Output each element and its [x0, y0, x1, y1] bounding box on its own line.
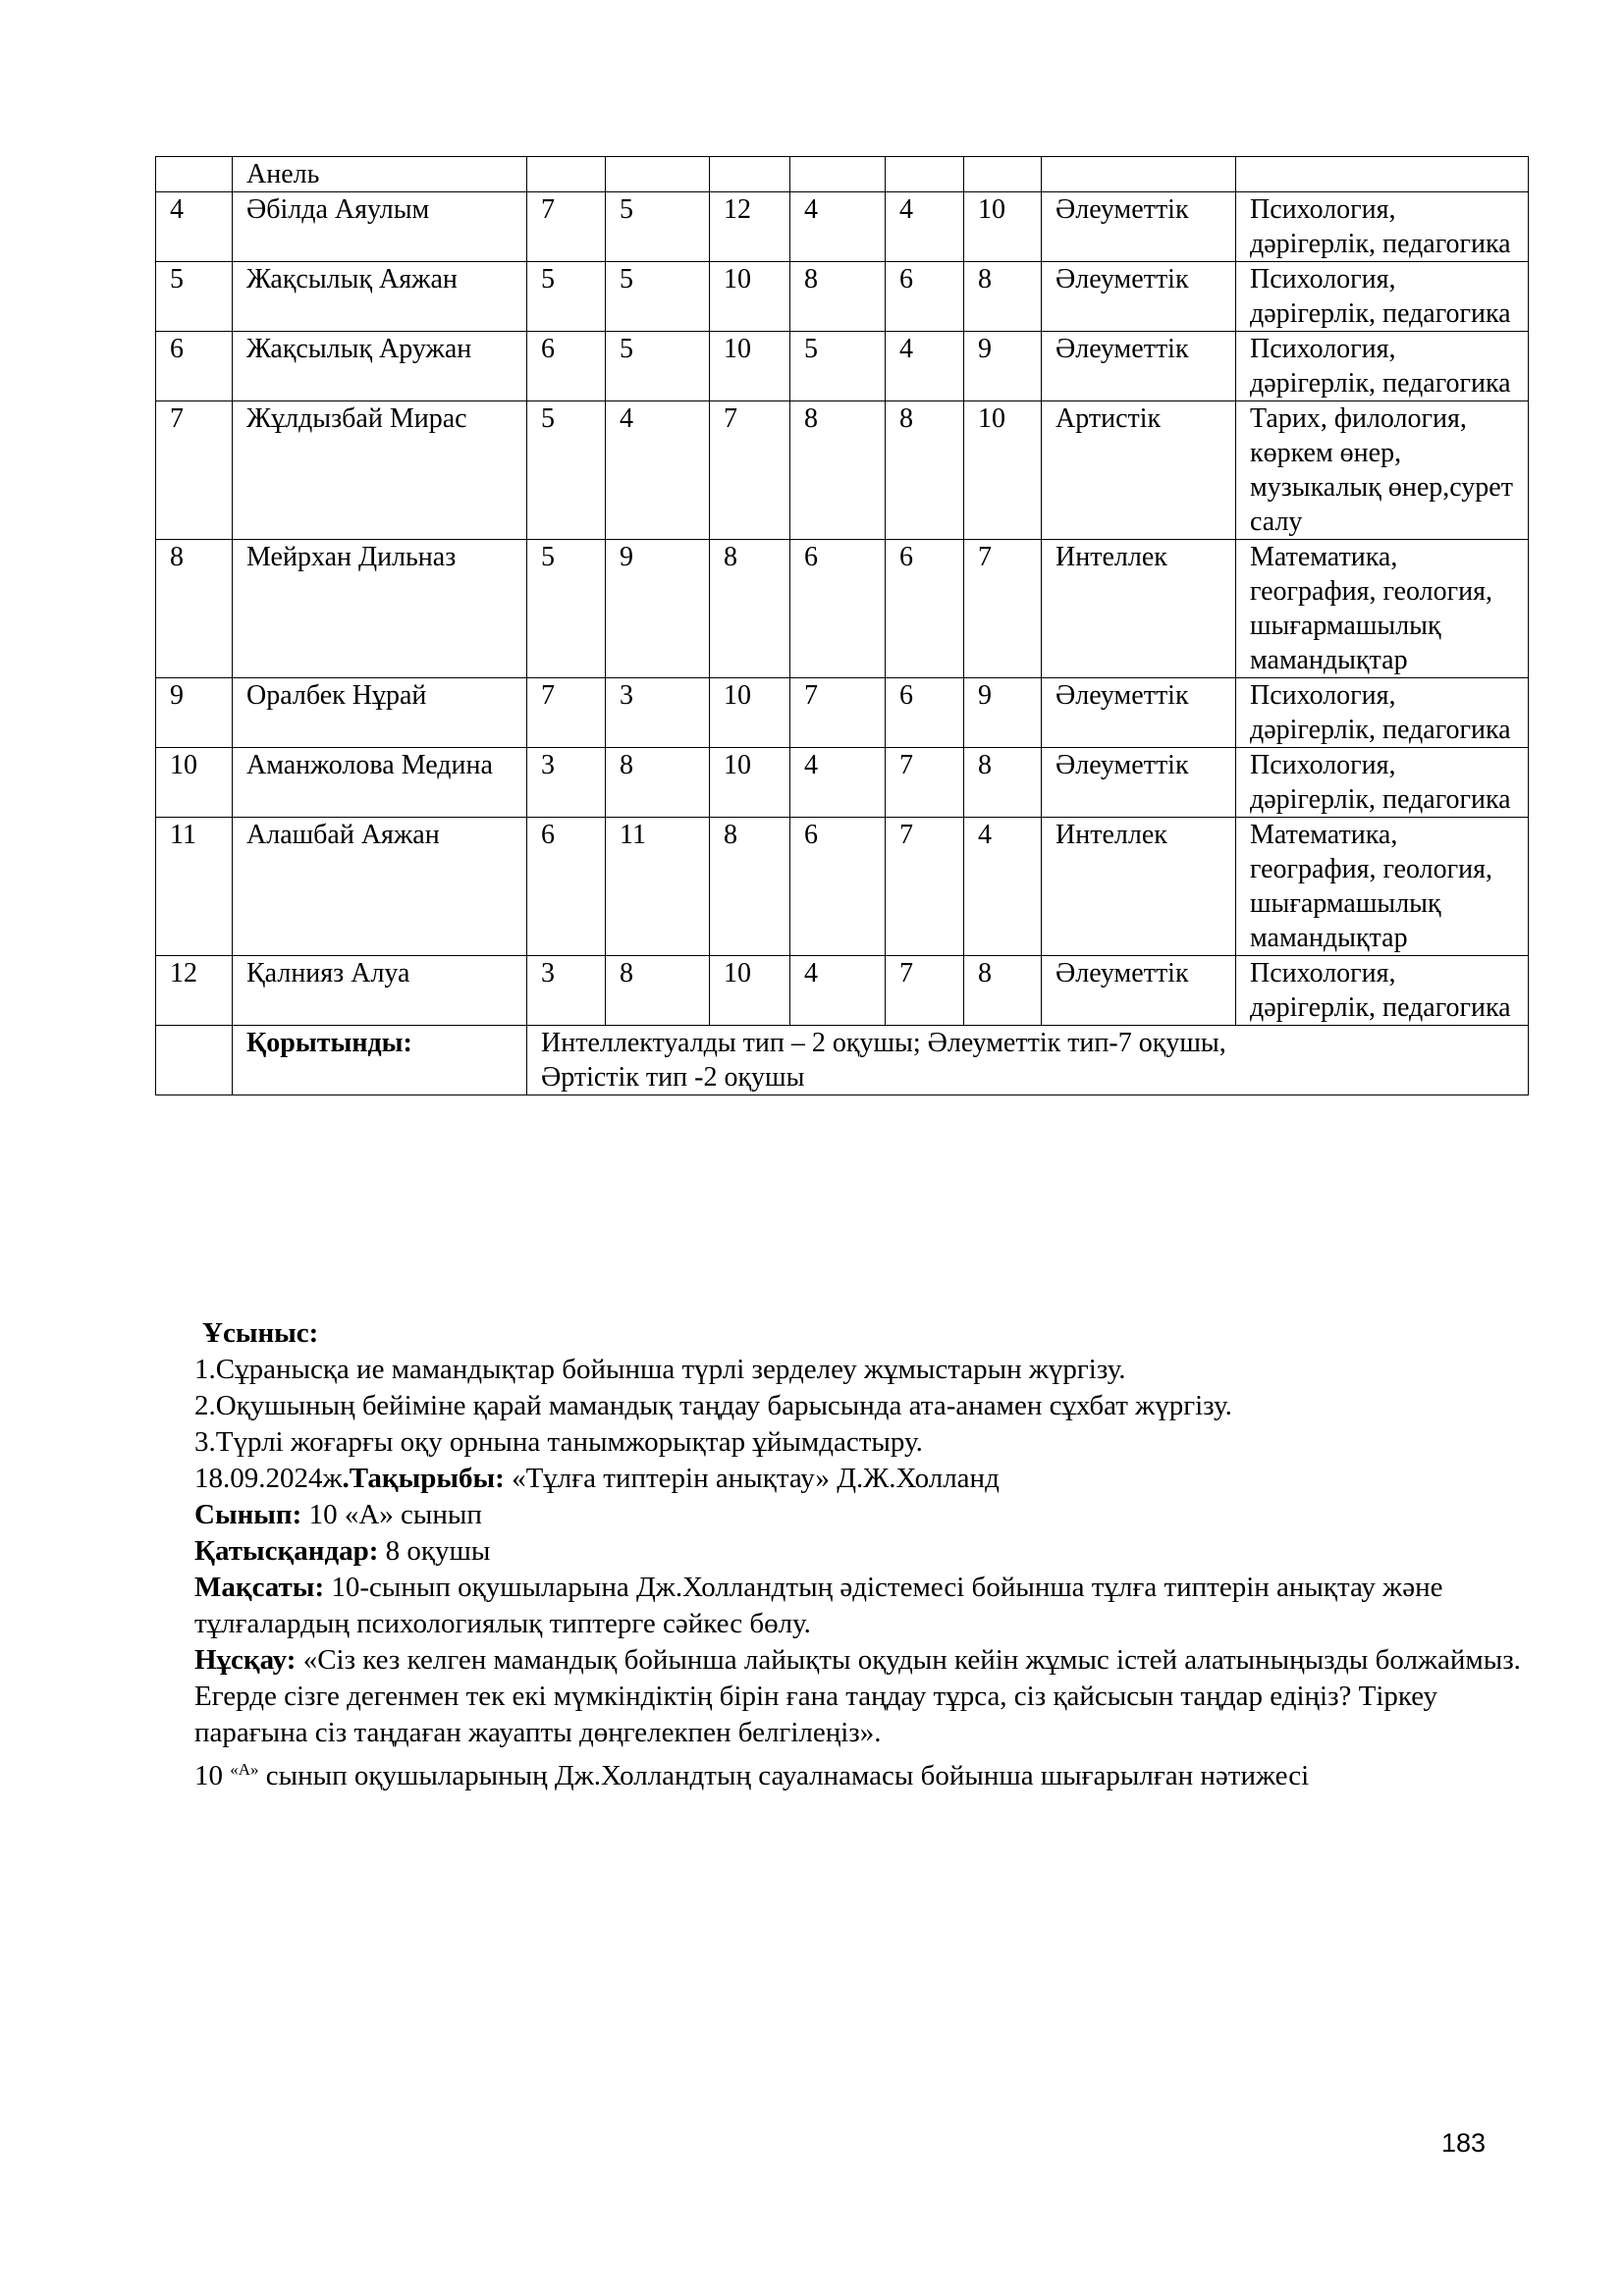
goal-label: Мақсаты: [194, 1572, 325, 1603]
type-cell: Интеллек [1042, 540, 1236, 678]
score-cell: 4 [886, 192, 964, 262]
summary-text [527, 1026, 1529, 1095]
class-label: Сынып: [194, 1499, 302, 1530]
table-row [156, 192, 1529, 262]
summary-line: Интеллектуалды тип – 2 оқушы; Әлеуметтік тип-7 оқушы, [541, 1028, 1226, 1058]
score-cell: 5 [527, 262, 606, 332]
score-cell: 7 [886, 748, 964, 818]
summary-label: Қорытынды: [233, 1026, 527, 1095]
score-cell: 5 [527, 401, 606, 540]
instruction-value: «Сіз кез келген мамандық бойынша лайықты оқудын кейін жұмыс істей алатыныңызды болжаймыз. Егерде сізге дегенмен тек екі мүмкіндіктің бірін ғана таңдау тұрса, сіз қайсысын таңдар едіңіз? Тіркеу парағына сіз таңдаған жауапты дөңгелекпен белгілеңіз». [194, 1644, 1521, 1748]
report-text [194, 1315, 1549, 1794]
num-cell: 4 [156, 192, 233, 262]
profession-cell: Психология, дәрігерлік, педагогика [1236, 262, 1529, 332]
score-cell: 4 [964, 818, 1042, 956]
name-cell: Жұлдызбай Мирас [233, 401, 527, 540]
score-cell: 8 [710, 540, 790, 678]
score-cell: 10 [710, 956, 790, 1026]
name-cell: Жақсылық Аружан [233, 332, 527, 401]
instruction-paragraph [194, 1642, 1549, 1751]
profession-cell: Тарих, филология, көркем өнер, музыкалық өнер,сурет салу [1236, 401, 1529, 540]
score-cell: 4 [606, 401, 710, 540]
score-cell: 8 [886, 401, 964, 540]
num-cell: 5 [156, 262, 233, 332]
type-cell: Әлеуметтік [1042, 332, 1236, 401]
score-cell: 7 [790, 678, 886, 748]
score-cell: 9 [964, 678, 1042, 748]
table-row [156, 401, 1529, 540]
name-cell: Мейрхан Дильназ [233, 540, 527, 678]
name-cell: Әбілда Аяулым [233, 192, 527, 262]
num-cell: 8 [156, 540, 233, 678]
table-row [156, 748, 1529, 818]
score-cell: 10 [710, 262, 790, 332]
name-cell: Анель [233, 157, 527, 192]
results-caption [194, 1751, 1549, 1794]
score-cell: 6 [790, 818, 886, 956]
table-row [156, 332, 1529, 401]
score-cell: 8 [606, 748, 710, 818]
class-value: 10 «А» сынып [301, 1499, 482, 1530]
table-row [156, 818, 1529, 956]
results-table [155, 156, 1529, 1095]
score-cell: 4 [790, 192, 886, 262]
score-cell: 11 [606, 818, 710, 956]
score-cell: 8 [964, 748, 1042, 818]
table-row [156, 262, 1529, 332]
score-cell: 6 [790, 540, 886, 678]
recommendation-item: 2.Оқушының бейіміне қарай мамандық таңдау барысында ата-анамен сұхбат жүргізу. [194, 1390, 1232, 1421]
score-cell: 8 [964, 956, 1042, 1026]
profession-cell: Психология, дәрігерлік, педагогика [1236, 748, 1529, 818]
score-cell: 9 [964, 332, 1042, 401]
type-cell: Артистік [1042, 401, 1236, 540]
score-cell: 6 [886, 540, 964, 678]
recommendation-item: 3.Түрлі жоғарғы оқу орнына танымжорықтар ұйымдастыру. [194, 1426, 923, 1458]
type-cell: Әлеуметтік [1042, 262, 1236, 332]
score-cell: 8 [964, 262, 1042, 332]
summary-line: Әртістік тип -2 оқушы [541, 1062, 805, 1093]
caption-class-letter: «А» [230, 1760, 259, 1779]
score-cell: 6 [886, 262, 964, 332]
profession-cell: Психология, дәрігерлік, педагогика [1236, 192, 1529, 262]
score-cell: 10 [964, 401, 1042, 540]
num-cell: 12 [156, 956, 233, 1026]
table-row [156, 956, 1529, 1026]
type-cell: Интеллек [1042, 818, 1236, 956]
num-cell: 7 [156, 401, 233, 540]
score-cell: 10 [710, 332, 790, 401]
score-cell: 5 [527, 540, 606, 678]
participants-label: Қатысқандар: [194, 1535, 379, 1567]
topic-line [194, 1461, 1549, 1497]
instruction-label: Нұсқау: [194, 1644, 297, 1676]
score-cell: 10 [710, 748, 790, 818]
score-cell: 7 [527, 678, 606, 748]
topic-label: .Тақырыбы: [342, 1463, 505, 1494]
score-cell: 7 [964, 540, 1042, 678]
type-cell: Әлеуметтік [1042, 678, 1236, 748]
recommendation-item: 1.Сұранысқа ие мамандықтар бойынша түрлі зерделеу жұмыстарын жүргізу. [194, 1354, 1126, 1385]
num-cell: 11 [156, 818, 233, 956]
score-cell: 10 [964, 192, 1042, 262]
score-cell: 3 [527, 956, 606, 1026]
name-cell: Алашбай Аяжан [233, 818, 527, 956]
num-cell: 9 [156, 678, 233, 748]
score-cell: 5 [606, 192, 710, 262]
type-cell: Әлеуметтік [1042, 748, 1236, 818]
score-cell: 7 [527, 192, 606, 262]
type-cell: Әлеуметтік [1042, 192, 1236, 262]
name-cell: Оралбек Нұрай [233, 678, 527, 748]
session-date: 18.09.2024ж [194, 1463, 343, 1494]
score-cell: 4 [790, 748, 886, 818]
score-cell: 8 [790, 262, 886, 332]
score-cell: 10 [710, 678, 790, 748]
recommendation-title: Ұсыныс: [202, 1317, 319, 1349]
participants-value: 8 оқушы [378, 1535, 491, 1567]
score-cell: 4 [790, 956, 886, 1026]
score-cell: 12 [710, 192, 790, 262]
name-cell: Қалнияз Алуа [233, 956, 527, 1026]
score-cell: 6 [886, 678, 964, 748]
table-row [156, 157, 1529, 192]
goal-paragraph [194, 1570, 1549, 1642]
profession-cell: Психология, дәрігерлік, педагогика [1236, 956, 1529, 1026]
score-cell: 9 [606, 540, 710, 678]
score-cell: 3 [527, 748, 606, 818]
score-cell: 7 [886, 818, 964, 956]
score-cell: 8 [790, 401, 886, 540]
participants-line [194, 1533, 1549, 1570]
summary-row [156, 1026, 1529, 1095]
score-cell: 6 [527, 818, 606, 956]
score-cell: 5 [606, 262, 710, 332]
score-cell: 7 [886, 956, 964, 1026]
name-cell: Жақсылық Аяжан [233, 262, 527, 332]
name-cell: Аманжолова Медина [233, 748, 527, 818]
score-cell: 7 [710, 401, 790, 540]
caption-prefix: 10 [194, 1760, 231, 1791]
profession-cell: Математика, география, геология, шығармашылық мамандықтар [1236, 818, 1529, 956]
score-cell: 4 [886, 332, 964, 401]
page-number: 183 [1441, 2128, 1487, 2158]
num-cell: 6 [156, 332, 233, 401]
score-cell: 8 [606, 956, 710, 1026]
score-cell: 8 [710, 818, 790, 956]
score-cell: 3 [606, 678, 710, 748]
profession-cell: Психология, дәрігерлік, педагогика [1236, 678, 1529, 748]
score-cell: 6 [527, 332, 606, 401]
score-cell: 5 [606, 332, 710, 401]
topic-value: «Тұлға типтерін анықтау» Д.Ж.Холланд [504, 1463, 1000, 1494]
class-line [194, 1497, 1549, 1533]
goal-value: 10-сынып оқушыларына Дж.Холландтың әдістемесі бойынша тұлға типтерін анықтау және тұлғалардың психологиялық типтерге сәйкес бөлу. [194, 1572, 1443, 1639]
table-row [156, 540, 1529, 678]
caption-rest: сынып оқушыларының Дж.Холландтың сауалнамасы бойынша шығарылған нәтижесі [258, 1760, 1310, 1791]
num-cell [156, 157, 233, 192]
score-cell: 5 [790, 332, 886, 401]
num-cell: 10 [156, 748, 233, 818]
table-row [156, 678, 1529, 748]
profession-cell: Психология, дәрігерлік, педагогика [1236, 332, 1529, 401]
type-cell: Әлеуметтік [1042, 956, 1236, 1026]
profession-cell: Математика, география, геология, шығармашылық мамандықтар [1236, 540, 1529, 678]
